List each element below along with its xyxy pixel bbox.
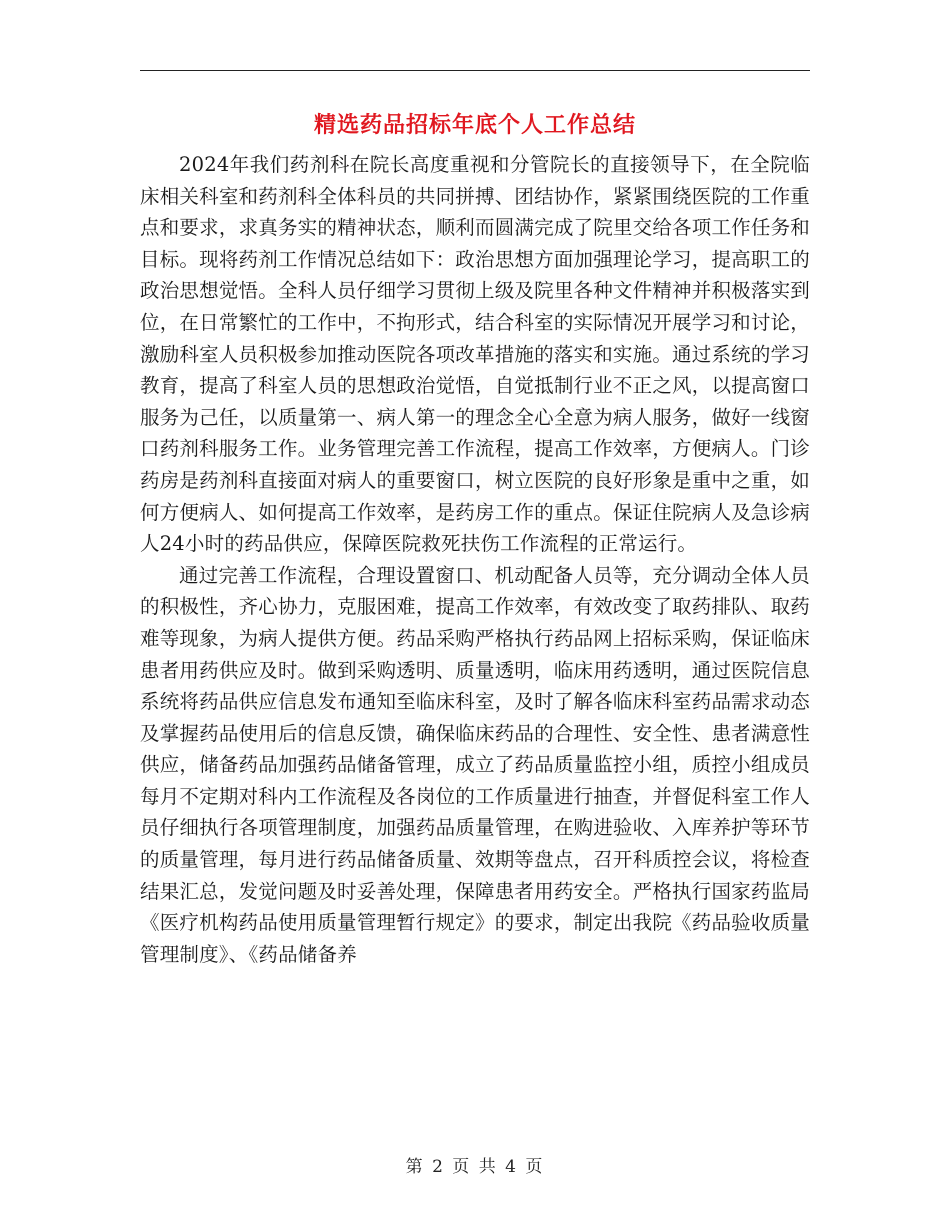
document-body bbox=[140, 149, 810, 970]
header-rule bbox=[140, 70, 810, 71]
page-footer: 第 2 页 共 4 页 bbox=[405, 1157, 545, 1177]
document-title: 精选药品招标年底个人工作总结 bbox=[313, 113, 636, 138]
paragraph-2: 通过完善工作流程，合理设置窗口、机动配备人员等，充分调动全体人员的积极性，齐心协力，克服困难，提高工作效率，有效改变了取药排队、取药难等现象，为病人提供方便。药品采购严格执行药品网上招标采购，保证临床患者用药供应及时。做到采购透明、质量透明，临床用药透明，通过医院信息系统将药品供应信息发布通知至临床科室，及时了解各临床科室药品需求动态及掌握药品使用后的信息反馈，确保临床药品的合理性、安全性、患者满意性供应，储备药品加强药品储备管理，成立了药品质量监控小组，质控小组成员每月不定期对科内工作流程及各岗位的工作质量进行抽查，并督促科室工作人员仔细执行各项管理制度，加强药品质量管理，在购进验收、入库养护等环节的质量管理，每月进行药品储备质量、效期等盘点，召开科质控会议，将检查结果汇总，发觉问题及时妥善处理，保障患者用药安全。严格执行国家药监局《医疗机构药品使用质量管理暂行规定》的要求，制定出我院《药品验收质量管理制度》、《药品储备养 bbox=[140, 563, 810, 966]
paragraph-1: 2024年我们药剂科在院长高度重视和分管院长的直接领导下，在全院临床相关科室和药剂科全体科员的共同拼搏、团结协作，紧紧围绕医院的工作重点和要求，求真务实的精神状态，顺利而圆满完成了院里交给各项工作任务和目标。现将药剂工作情况总结如下：政治思想方面加强理论学习，提高职工的政治思想觉悟。全科人员仔细学习贯彻上级及院里各种文件精神并积极落实到位，在日常繁忙的工作中，不拘形式，结合科室的实际情况开展学习和讨论，激励科室人员积极参加推动医院各项改革措施的落实和实施。通过系统的学习教育，提高了科室人员的思想政治觉悟，自觉抵制行业不正之风，以提高窗口服务为己任，以质量第一、病人第一的理念全心全意为病人服务，做好一线窗口药剂科服务工作。业务管理完善工作流程，提高工作效率，方便病人。门诊药房是药剂科直接面对病人的重要窗口，树立医院的良好形象是重中之重，如何方便病人、如何提高工作效率，是药房工作的重点。保证住院病人及急诊病人24小时的药品供应，保障医院救死扶伤工作流程的正常运行。 bbox=[140, 153, 810, 556]
